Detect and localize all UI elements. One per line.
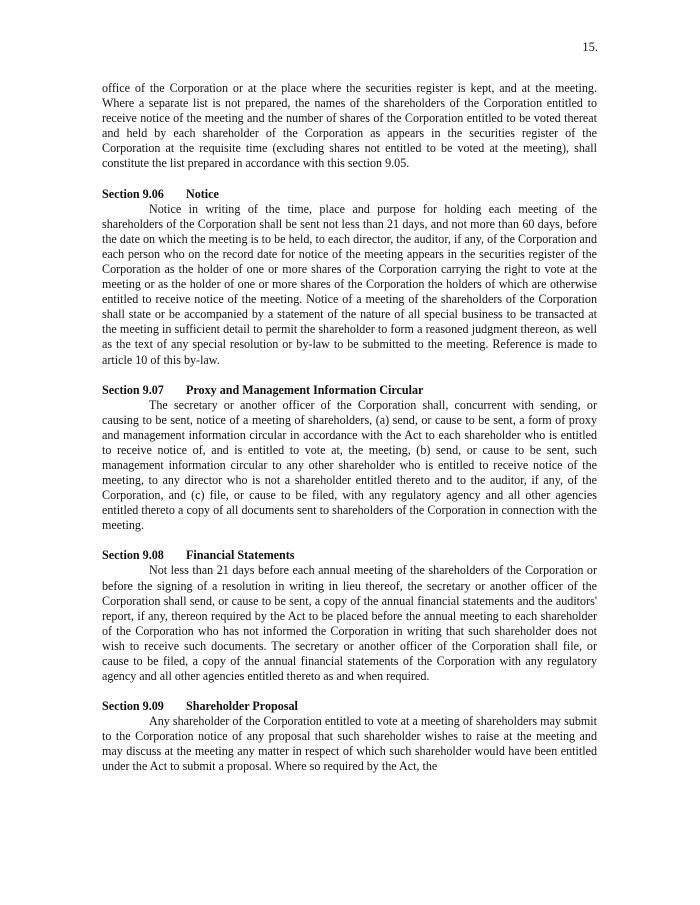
section-title: Financial Statements [186,548,295,563]
section-9-07 [102,383,597,534]
section-heading [102,699,597,714]
section-number: Section 9.09 [102,699,164,714]
section-body: Notice in writing of the time, place and purpose for holding each meeting of the shareholders of the Corporation shall be sent not less than 21 days, and not more than 60 days, before the date on which the meeting is to be held, to each director, the auditor, if any, of the Corporation and each person who on the record date for notice of the meeting appears in the securities register of the Corporation as the holder of one or more shares of the Corporation carrying the right to vote at the meeting or as the holder of one or more shares of the Corporation the holders of which are otherwise entitled to receive notice of the meeting. Notice of a meeting of the shareholders of the Corporation shall state or be accompanied by a statement of the nature of all special business to be transacted at the meeting in sufficient detail to permit the shareholder to form a reasoned judgment thereon, as well as the text of any special resolution or by-law to be submitted to the meeting. Reference is made to article 10 of this by-law. [102,201,597,367]
page-number: 15. [582,40,598,54]
section-title: Shareholder Proposal [186,699,298,714]
section-number: Section 9.06 [102,186,164,201]
section-number: Section 9.07 [102,382,164,397]
section-number: Section 9.08 [102,548,164,563]
section-body: Any shareholder of the Corporation entitled to vote at a meeting of shareholders may submit to the Corporation notice of any proposal that such shareholder wishes to raise at the meeting and may discuss at the meeting any matter in respect of which such shareholder would have been entitled under the Act to submit a proposal. Where so required by the Act, the [102,714,597,774]
section-title: Notice [186,186,219,201]
section-body: Not less than 21 days before each annual meeting of the shareholders of the Corporation or before the signing of a resolution in writing in lieu thereof, the secretary or another officer of the Corporation shall send, or cause to be sent, a copy of the annual financial statements and the auditors' report, if any, thereon required by the Act to be placed before the annual meeting to each shareholder of the Corporation who has not informed the Corporation in writing that such shareholder does not wish to receive such documents. The secretary or another officer of the Corporation shall file, or cause to be filed, a copy of the annual financial statements of the Corporation with any regulatory agency and all other agencies entitled thereto as and when required. [102,563,597,684]
section-9-06 [102,187,597,368]
document-body [102,81,597,775]
section-body: The secretary or another officer of the Corporation shall, concurrent with sending, or causing to be sent, notice of a meeting of shareholders, (a) send, or cause to be sent, a form of proxy and management information circular in accordance with the Act to each shareholder who is entitled to receive notice of, and is entitled to vote at, the meeting, (b) send, or cause to be sent, such management information circular to any other shareholder who is entitled to receive notice of the meeting, to any director who is not a shareholder entitled thereto and to the auditor, if any, of the Corporation, and (c) file, or cause to be filed, with any regulatory agency and all other agencies entitled thereto a copy of all documents sent to shareholders of the Corporation in connection with the meeting. [102,397,597,533]
section-9-09 [102,699,597,774]
intro-paragraph: office of the Corporation or at the place where the securities register is kept, and at the meeting. Where a separate list is not prepared, the names of the shareholders of the Corporation entitled to receive notice of the meeting and the number of shares of the Corporation entitled to be voted thereat and held by each shareholder of the Corporation as appears in the securities register of the Corporation at the requisite time (excluding shares not entitled to be voted at the meeting), shall constitute the list prepared in accordance with this section 9.05. [102,81,597,171]
section-9-08 [102,548,597,684]
section-heading [102,187,597,202]
section-title: Proxy and Management Information Circular [186,382,424,397]
section-heading [102,548,597,563]
section-heading [102,383,597,398]
